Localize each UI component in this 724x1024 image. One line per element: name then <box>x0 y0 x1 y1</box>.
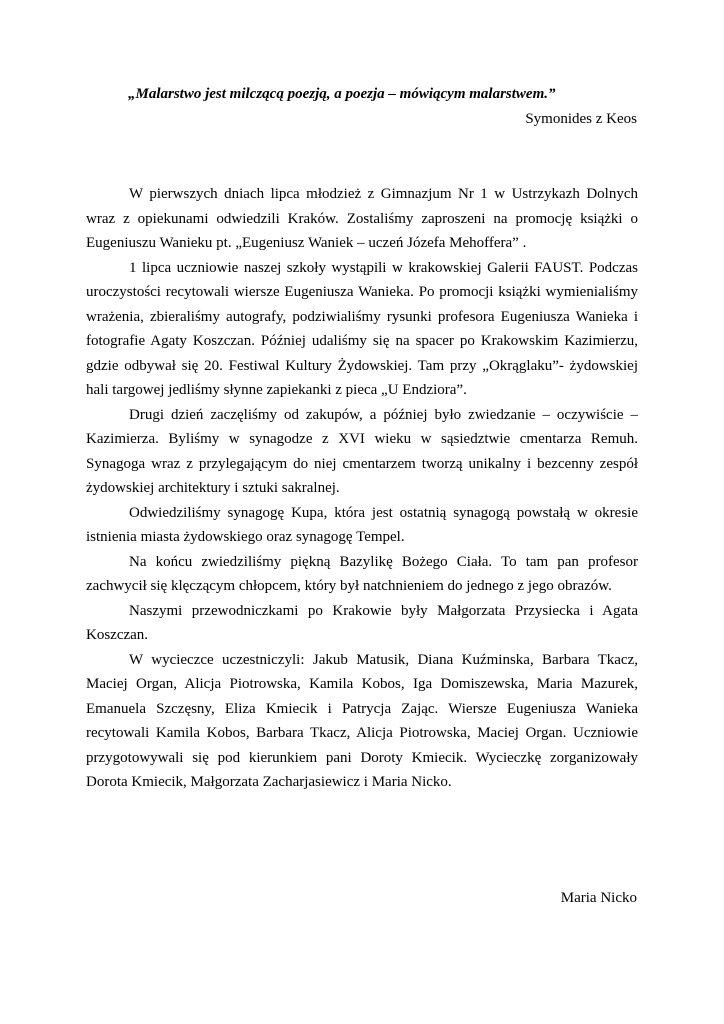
author-signature: Maria Nicko <box>560 890 637 906</box>
paragraph: Odwiedziliśmy synagogę Kupa, która jest ostatnią synagogą powstałą w okresie istnienia miasta żydowskiego oraz synagogę Tempel. <box>86 504 638 545</box>
paragraph: W wycieczce uczestniczyli: Jakub Matusik, Diana Kuźminska, Barbara Tkacz, Maciej Organ, Alicja Piotrowska, Kamila Kobos, Iga Domiszewska, Maria Mazurek, Emanuela Szczęsny, Eliza Kmiecik i Patrycja Zając. Wiersze Eugeniusza Wanieka recytowali Kamila Kobos, Barbara Tkacz, Alicja Piotrowska, Maciej Organ. Uczniowie przygotowywali się pod kierunkiem pani Doroty Kmiecik. Wycieczkę zorganizowały Dorota Kmiecik, Małgorzata Zacharjasiewicz i Maria Nicko. <box>86 651 638 790</box>
paragraph: Drugi dzień zaczęliśmy od zakupów, a później było zwiedzanie – oczywiście – Kazimierza. Byliśmy w synagodze z XVI wieku w sąsiedztwie cmentarza Remuh. Synagoga wraz z przylegającym do niej cmentarzem tworzą unikalny i bezcenny zespół żydowskiej architektury i sztuki sakralnej. <box>86 406 638 496</box>
paragraph: Na końcu zwiedziliśmy piękną Bazylikę Bożego Ciała. To tam pan profesor zachwycił się klęczącym chłopcem, który był natchnieniem do jednego z jego obrazów. <box>86 553 638 594</box>
epigraph-author: Symonides z Keos <box>525 111 637 127</box>
paragraph: 1 lipca uczniowie naszej szkoły wystąpili w krakowskiej Galerii FAUST. Podczas uroczystości recytowali wiersze Eugeniusza Wanieka. Po promocji książki wymienialiśmy wrażenia, zbieraliśmy autografy, podziwialiśmy rysunki profesora Eugeniusza Wanieka i fotografie Agaty Koszczan. Później udaliśmy się na spacer po Krakowskim Kazimierzu, gdzie odbywał się 20. Festiwal Kultury Żydowskiej. Tam przy „Okrąglaku”- żydowskiej hali targowej jedliśmy słynne zapiekanki z pieca „U Endziora”. <box>86 259 638 398</box>
paragraph: W pierwszych dniach lipca młodzież z Gimnazjum Nr 1 w Ustrzykazh Dolnych wraz z opiekunami odwiedzili Kraków. Zostaliśmy zaproszeni na promocję książki o Eugeniuszu Wanieku pt. „Eugeniusz Waniek – uczeń Józefa Mehoffera” . <box>86 186 638 251</box>
paragraph: Naszymi przewodniczkami po Krakowie były Małgorzata Przysiecka i Agata Koszczan. <box>86 602 638 643</box>
article-body <box>86 182 638 795</box>
epigraph-quote: „Malarstwo jest milczącą poezją, a poezja – mówiącym malarstwem.” <box>128 86 556 102</box>
